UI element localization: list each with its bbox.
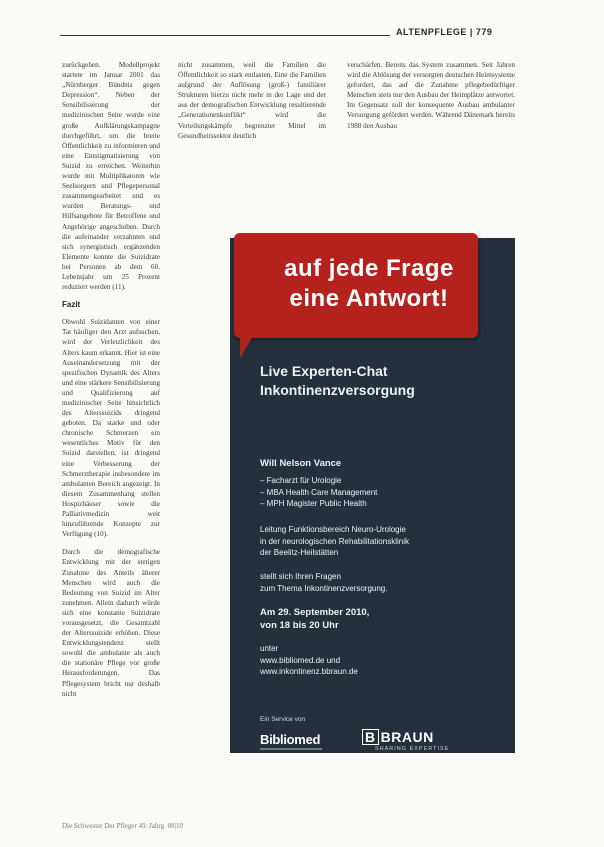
bbraun-logo-box: B [362, 729, 379, 745]
urls-intro: unter [260, 644, 279, 653]
ad-title-line1: Live Experten-Chat [260, 363, 388, 379]
text-column-3 [347, 60, 515, 139]
ad-headline-line2: eine Antwort! [289, 285, 449, 312]
advertisement [230, 238, 515, 753]
date-line: Am 29. September 2010, [260, 607, 370, 618]
paragraph: Obwohl Suizidanten von einer Tat häufiger den Arzt aufsuchen, wird der Verletzlichkeit des Alters kaum erkannt. Hier ist eine Auseinandersetzung mit der spezifischen Dynamik des Alters und eine stärkere Sensibilisierung und Qualifizierung auf medizinischer Seite hinsichtlich des Alterssuizids dringend geboten. Da starke und oder chronische Schmerzen ein wesentliches Motiv für den Suizid darstellen, ist dringend eine Verbesserung der Schmerztherapie insbesondere im ambulanten Bereich angezeigt. In diesem Zusammenhang stellen Hospizhäuser sowie die Palliativmedizin weit hinzuführende Konzepte zur Verfügung (10). [62, 318, 160, 539]
ad-title [260, 362, 500, 400]
speech-bubble-tail [240, 334, 254, 358]
ad-call-to-action [260, 571, 500, 594]
bbraun-logo-text: BRAUN [380, 729, 434, 745]
text-column-2 [178, 60, 326, 149]
bbraun-tagline: SHARING EXPERTISE [375, 746, 450, 752]
cta-line: stellt sich Ihren Fragen [260, 572, 341, 581]
cta-line: zum Thema Inkontinenzversorgung. [260, 583, 388, 593]
paragraph: nicht zusammen, weil die Familien die Öffentlichkeit so stark entlasten. Eine die Familien aufgrund der Auflösung (groß-) familiärer Strukturen hierzu nicht mehr in der Lage und der aus der demografischen Entwicklung resultierende „Generationenkonflikt“ wird die Verteilungskämpfe begrenzter Mittel im Gesundheitssektor deutlich [178, 61, 326, 140]
paragraph: Durch die demografische Entwicklung mit der stetigen Zunahme des Anteils älterer Menschen wird auch die Bedeutung von Suizid im Alter zunehmen. Allein dadurch würde sich eine konstante Suizidrate vorausgesetzt, die Gesamtzahl der Alterssuizide erhöhen. Diese Entwicklungstendenz stellt sowohl die ambulante als auch die stationäre Pflege vor große Herausforderungen. Das Pflegesystem bricht nur deshalb nicht [62, 548, 160, 698]
role-line: Leitung Funktionsbereich Neuro-Urologie [260, 525, 406, 534]
event-date [260, 607, 500, 632]
url-bbraun[interactable]: www.inkontinenz.bbraun.de [260, 667, 358, 676]
role-line: der Beelitz-Heilstätten [260, 548, 339, 557]
bbraun-logo [362, 729, 434, 745]
page-footer: Die Schwester Der Pfleger 49. Jahrg. 08|10 [62, 822, 184, 830]
role-line: in der neurologischen Rehabilitationsklinik [260, 536, 409, 546]
ad-title-line2: Inkontinenzversorgung [260, 382, 415, 398]
paragraph: zurückgehen. Modellprojekt startete im Januar 2001 das „Nürnberger Bündnis gegen Depression“. Neben der Sensibilisierung der medizinischen Seite wurde eine große Aufklärungskampagne durchgeführt, um die breite Öffentlichkeit zu informieren und eine Entstigmatisierung von Suizid zu erreichen. Weiterhin wurde mit Multiplikatoren wie Seelsorgern und Pflegepersonal zusammengearbeitet und es wurden Beratungs- und Hilfsangebote für Betroffene und Angehörige angeschoben. Durch die aufeinander verzahnten und sich synergistisch ergänzenden Elemente konnte die Suizidrate bei Personen ab dem 60. Lebensjahr um 25 Prozent reduziert werden (11). [62, 61, 160, 292]
paragraph: verschärfen. Bereits das System zusammen. Seit Jahren wird die Ablösung der versorgten deutschen Heimsysteme gefordert, das auf die Zunahme pflegebedürftiger Menschen stets nur den Ausbau der Heimplätze antwortet. Im Gegensatz soll der konsequente Ausbau ambulanter Versorgung gefördert werden. Während Dänemark bereits 1988 den Ausbau [347, 61, 515, 130]
section-heading-fazit: Fazit [62, 300, 81, 310]
ad-headline-line1: auf jede Frage [284, 255, 454, 282]
bibliomed-logo-underline [260, 748, 322, 750]
section-title: ALTENPFLEGE | 779 [396, 27, 493, 37]
service-label: Ein Service von [260, 716, 306, 723]
credential-item: – Facharzt für Urologie [260, 476, 342, 485]
expert-credentials [260, 475, 500, 510]
speech-bubble [234, 233, 478, 338]
text-column-1 [62, 60, 160, 707]
time-line: von 18 bis 20 Uhr [260, 619, 339, 631]
credential-item: – MBA Health Care Management [260, 487, 378, 497]
expert-role [260, 524, 500, 559]
bibliomed-logo: Bibliomed [260, 732, 321, 747]
ad-urls [260, 643, 500, 678]
credential-item: – MPH Magister Public Health [260, 499, 367, 508]
expert-name: Will Nelson Vance [260, 458, 342, 469]
header-rule [60, 35, 390, 36]
url-bibliomed[interactable]: www.bibliomed.de und [260, 655, 341, 665]
